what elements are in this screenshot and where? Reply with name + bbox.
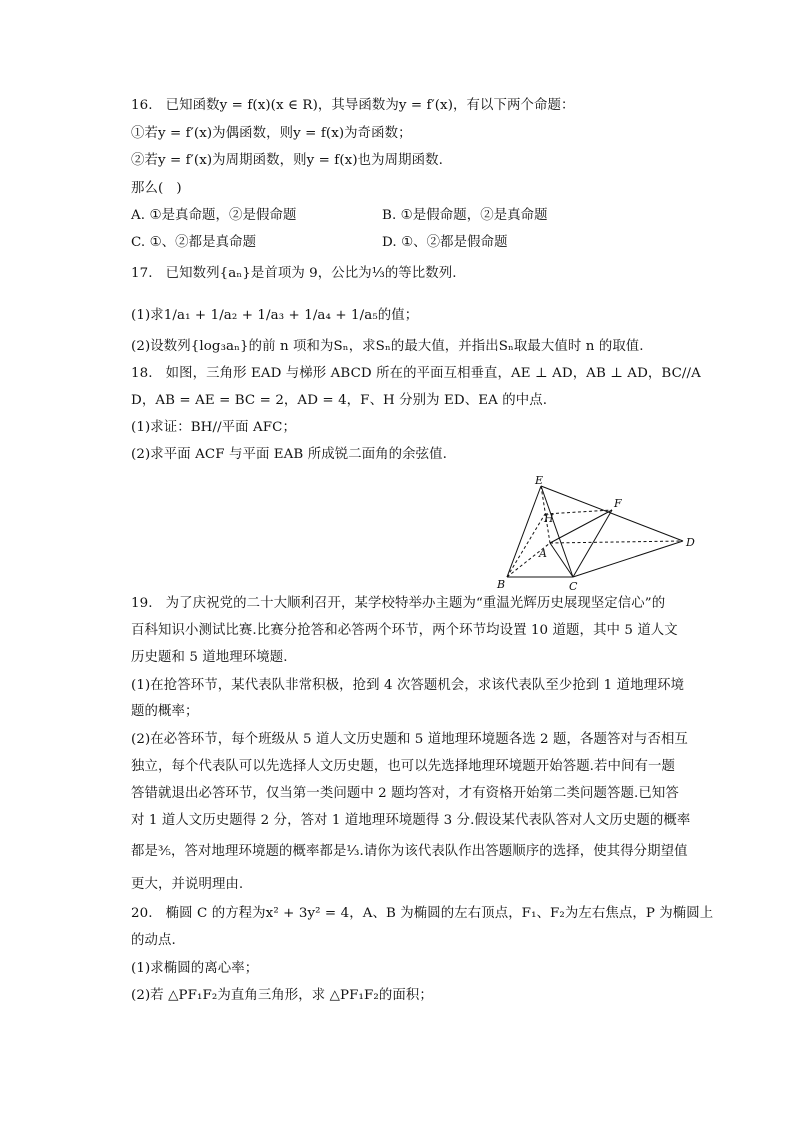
edge-ec	[541, 486, 573, 577]
q20-stem-line-1: 20. 椭圆 C 的方程为x² + 3y² = 4，A、B 为椭圆的左右顶点，F₁、F₂为左右焦点，P 为椭圆上	[131, 906, 714, 921]
q19-part-1-line-2: 题的概率；	[131, 704, 199, 719]
q18-part-1: (1)求证：BH//平面 AFC；	[131, 420, 297, 435]
edge-ad-dashed	[550, 541, 683, 543]
q19-part-1-line-1: (1)在抢答环节，某代表队非常积极，抢到 4 次答题机会，求该代表队至少抢到 1 道地理环境	[131, 678, 685, 693]
label-b: B	[497, 578, 506, 591]
edge-hf-dashed	[545, 510, 612, 514]
pyramid-figure	[493, 474, 703, 592]
q20-part-2: (2)若 △PF₁F₂为直角三角形，求 △PF₁F₂的面积；	[131, 988, 433, 1003]
edge-eb	[507, 486, 541, 577]
label-f: F	[614, 497, 622, 510]
q19-stem-line-3: 历史题和 5 道地理环境题.	[131, 650, 288, 665]
q16-stem: 16. 已知函数y = f(x)(x ∈ R)，其导函数为y = f′(x)，有以下两个命题：	[131, 98, 575, 113]
q20-part-1: (1)求椭圆的离心率；	[131, 961, 259, 976]
edge-cd	[573, 541, 683, 577]
label-h: H	[544, 512, 554, 525]
q16-proposition-1: ①若y = f′(x)为偶函数，则y = f(x)为奇函数；	[131, 126, 412, 141]
q19-part-2-line-2: 独立，每个代表队可以先选择人文历史题，也可以先选择地理环境题开始答题.若中间有一题	[131, 759, 675, 774]
q19-part-2-line-5: 都是⅗，答对地理环境题的概率都是⅓.请你为该代表队作出答题顺序的选择，使其得分期望值	[131, 844, 688, 859]
q17-part-2: (2)设数列{log₃aₙ}的前 n 项和为Sₙ，求Sₙ的最大值，并指出Sₙ取最大值时 n 的取值.	[131, 339, 644, 354]
edge-bh-dashed	[507, 514, 545, 577]
q16-option-a: A. ①是真命题，②是假命题	[131, 208, 297, 223]
q16-proposition-2: ②若y = f′(x)为周期函数，则y = f(x)也为周期函数.	[131, 153, 443, 168]
q18-part-2: (2)求平面 ACF 与平面 EAB 所成锐二面角的余弦值.	[131, 447, 447, 462]
q16-option-c: C. ①、②都是真命题	[131, 235, 257, 250]
q19-part-2-line-1: (2)在必答环节，每个班级从 5 道人文历史题和 5 道地理环境题各选 2 题，各题答对与否相互	[131, 732, 688, 747]
q16-option-b: B. ①是假命题，②是真命题	[382, 208, 548, 223]
edge-ed	[541, 486, 683, 541]
q17-stem: 17. 已知数列{aₙ}是首项为 9，公比为⅓的等比数列.	[131, 266, 457, 281]
q20-stem-line-2: 的动点.	[131, 933, 176, 948]
q18-stem-line-2: D，AB = AE = BC = 2，AD = 4，F、H 分别为 ED、EA 的中点.	[131, 393, 548, 408]
q19-part-2-line-3: 答错就退出必答环节，仅当第一类问题中 2 题均答对，才有资格开始第二类问题答题.已知答	[131, 786, 679, 801]
q19-stem-line-1: 19. 为了庆祝党的二十大顺利召开，某学校特举办主题为“重温光辉历史展现坚定信心”的	[131, 596, 666, 611]
q16-ask: 那么( )	[131, 181, 182, 196]
q16-option-d: D. ①、②都是假命题	[382, 235, 508, 250]
q19-part-2-line-6: 更大，并说明理由.	[131, 877, 244, 892]
q19-part-2-line-4: 对 1 道人文历史题得 2 分，答对 1 道地理环境题得 3 分.假设某代表队答对人文历史题的概率	[131, 813, 691, 828]
label-a: A	[539, 547, 547, 560]
label-d: D	[686, 536, 695, 549]
label-e: E	[535, 474, 544, 487]
q19-stem-line-2: 百科知识小测试比赛.比赛分抢答和必答两个环节，两个环节均设置 10 道题，其中 5 道人文	[131, 623, 678, 638]
q17-part-1: (1)求1/a₁ + 1/a₂ + 1/a₃ + 1/a₄ + 1/a₅的值；	[131, 308, 419, 323]
label-c: C	[569, 580, 578, 592]
q18-stem-line-1: 18. 如图，三角形 EAD 与梯形 ABCD 所在的平面互相垂直，AE ⊥ AD，AB ⊥ AD，BC//A	[131, 366, 701, 381]
edge-ac	[550, 543, 573, 577]
